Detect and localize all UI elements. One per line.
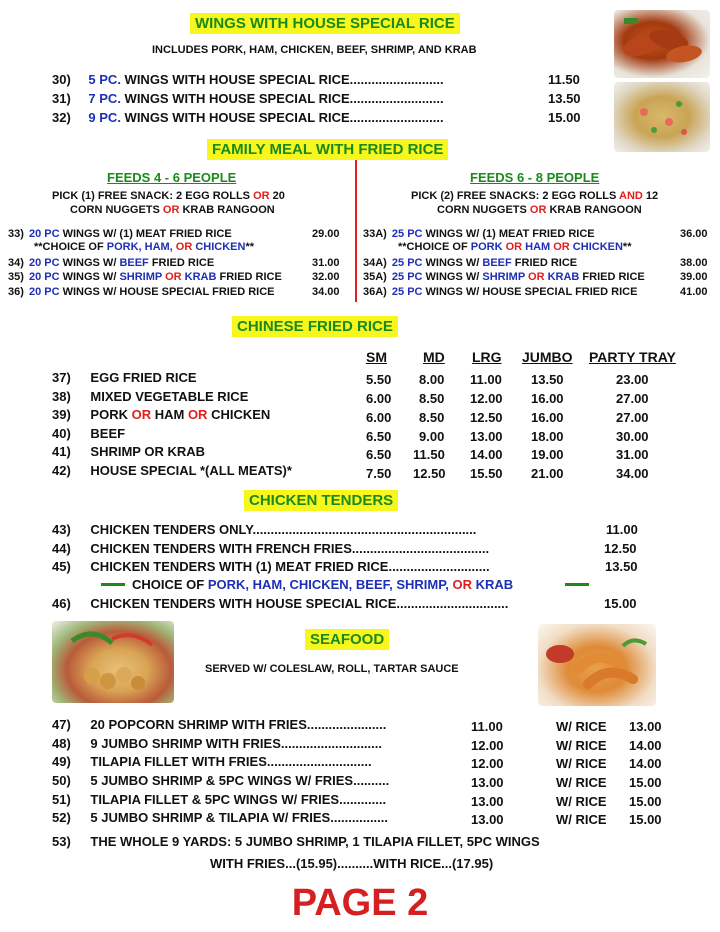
table-row bbox=[52, 407, 270, 423]
or-text: OR bbox=[184, 407, 212, 422]
item-name: HAM bbox=[154, 407, 185, 422]
item-desc-cont: WITH FRIES...(15.95)..........WITH RICE...(17.95) bbox=[210, 856, 494, 871]
item-price: 15.00 bbox=[548, 110, 581, 125]
and-text: AND bbox=[619, 190, 643, 202]
price-sm: 6.00 bbox=[366, 391, 392, 406]
item-qty: 20 PC bbox=[28, 286, 60, 298]
feeds-4-6-title: FEEDS 4 - 6 PEOPLE bbox=[107, 170, 237, 185]
or-text: OR bbox=[452, 577, 472, 592]
item-desc: CHICKEN TENDERS WITH (1) MEAT FRIED RICE............................ bbox=[90, 559, 490, 574]
item-desc: WINGS W/ (1) MEAT FRIED RICE bbox=[422, 228, 595, 240]
item-number: 34) bbox=[8, 257, 24, 269]
seafood-subtitle: SERVED W/ COLESLAW, ROLL, TARTAR SAUCE bbox=[205, 663, 459, 675]
item-desc: CHICKEN TENDERS WITH HOUSE SPECIAL RICE............................... bbox=[90, 596, 509, 611]
list-item bbox=[8, 270, 282, 284]
table-row bbox=[52, 370, 197, 386]
item-desc: FRIED RICE bbox=[148, 257, 215, 269]
tenders-choice-note bbox=[132, 577, 513, 593]
item-desc: WINGS W/ HOUSE SPECIAL FRIED RICE bbox=[422, 286, 638, 298]
rice-label: W/ RICE bbox=[556, 738, 607, 753]
item-price: 32.00 bbox=[312, 271, 340, 283]
rice-price: 15.00 bbox=[629, 775, 662, 790]
item-desc: THE WHOLE 9 YARDS: 5 JUMBO SHRIMP, 1 TILAPIA FILLET, 5PC WINGS bbox=[90, 834, 540, 849]
item-number: 37) bbox=[52, 370, 71, 385]
item-desc: 9 JUMBO SHRIMP WITH FRIES............................ bbox=[90, 736, 382, 751]
rice-price: 13.00 bbox=[629, 719, 662, 734]
list-item bbox=[52, 754, 372, 770]
item-desc: FRIED RICE bbox=[579, 271, 645, 283]
price-jumbo: 13.50 bbox=[531, 372, 564, 387]
list-item bbox=[52, 559, 490, 575]
or-text: OR bbox=[553, 241, 570, 253]
price-party: 23.00 bbox=[616, 372, 649, 387]
item-price: 13.50 bbox=[548, 91, 581, 106]
item-name: HOUSE SPECIAL *(ALL MEATS)* bbox=[90, 463, 292, 478]
jumbo-shrimp-photo bbox=[538, 624, 656, 706]
or-text: OR bbox=[162, 204, 180, 216]
or-text: OR bbox=[253, 190, 270, 202]
item-price: 15.00 bbox=[604, 596, 637, 611]
text: **CHOICE OF bbox=[398, 241, 471, 253]
item-number: 53) bbox=[52, 834, 71, 849]
item-number: 31) bbox=[52, 91, 71, 106]
right-choice-note bbox=[398, 240, 631, 254]
price-party: 30.00 bbox=[616, 429, 649, 444]
meat-text: CHICKEN bbox=[569, 241, 623, 253]
list-item bbox=[363, 270, 645, 284]
left-snack-line2 bbox=[70, 203, 275, 217]
item-qty: 20 PC bbox=[28, 228, 60, 240]
price-jumbo: 21.00 bbox=[531, 466, 564, 481]
or-text: OR bbox=[529, 204, 547, 216]
price-lrg: 13.00 bbox=[470, 429, 503, 444]
list-item bbox=[52, 522, 476, 538]
text: CORN NUGGETS bbox=[437, 204, 530, 216]
item-qty: 25 PC bbox=[391, 228, 423, 240]
list-item bbox=[8, 227, 232, 241]
item-number: 41) bbox=[52, 444, 71, 459]
text: 12 bbox=[642, 190, 659, 202]
price-md: 9.00 bbox=[419, 429, 445, 444]
item-name: PORK bbox=[90, 407, 128, 422]
right-snack-line2 bbox=[437, 203, 642, 217]
price-jumbo: 18.00 bbox=[531, 429, 564, 444]
item-name: BEEF bbox=[90, 426, 126, 441]
text: KRAB RANGOON bbox=[546, 204, 642, 216]
list-item bbox=[52, 110, 444, 126]
item-number: 48) bbox=[52, 736, 71, 751]
price-sm: 5.50 bbox=[366, 372, 392, 387]
price-md: 12.50 bbox=[413, 466, 446, 481]
item-desc: WINGS W/ HOUSE SPECIAL FRIED RICE bbox=[59, 286, 275, 298]
or-text: OR bbox=[524, 271, 548, 283]
item-number: 47) bbox=[52, 717, 71, 732]
price-party: 27.00 bbox=[616, 391, 649, 406]
or-text: OR bbox=[505, 241, 523, 253]
price-jumbo: 16.00 bbox=[531, 410, 564, 425]
text: ** bbox=[622, 241, 632, 253]
item-number: 50) bbox=[52, 773, 71, 788]
tenders-header: CHICKEN TENDERS bbox=[244, 490, 398, 511]
col-header-md: MD bbox=[423, 349, 445, 365]
choice-dash-right bbox=[565, 583, 589, 586]
rice-label: W/ RICE bbox=[556, 812, 607, 827]
text: PICK (2) FREE SNACKS: 2 EGG ROLLS bbox=[411, 190, 620, 202]
price-md: 8.50 bbox=[419, 391, 445, 406]
wings-header: WINGS WITH HOUSE SPECIAL RICE bbox=[190, 13, 460, 34]
chicken-wings-photo bbox=[614, 10, 710, 78]
price-party: 34.00 bbox=[616, 466, 649, 481]
item-qty: 7 PC. bbox=[88, 91, 121, 106]
price-lrg: 14.00 bbox=[470, 447, 503, 462]
item-number: 36) bbox=[8, 286, 24, 298]
rice-price: 15.00 bbox=[629, 812, 662, 827]
price-md: 8.50 bbox=[419, 410, 445, 425]
list-item bbox=[363, 285, 637, 299]
meat-text: CHICKEN bbox=[192, 241, 246, 253]
table-row bbox=[52, 463, 292, 479]
item-number: 46) bbox=[52, 596, 71, 611]
item-number: 45) bbox=[52, 559, 71, 574]
choice-dash-left bbox=[101, 583, 125, 586]
price-lrg: 12.50 bbox=[470, 410, 503, 425]
item-name: CHICKEN bbox=[211, 407, 271, 422]
price-party: 27.00 bbox=[616, 410, 649, 425]
column-divider bbox=[355, 160, 357, 302]
price-lrg: 11.00 bbox=[470, 372, 502, 387]
right-snack-line1 bbox=[411, 189, 658, 203]
item-desc: CHICKEN TENDERS ONLY.............................................................. bbox=[90, 522, 477, 537]
item-number: 35) bbox=[8, 271, 24, 283]
item-price: 39.00 bbox=[680, 271, 708, 283]
price-jumbo: 16.00 bbox=[531, 391, 564, 406]
family-header: FAMILY MEAL WITH FRIED RICE bbox=[207, 139, 448, 160]
item-price: 36.00 bbox=[680, 228, 708, 240]
item-desc: 5 JUMBO SHRIMP & 5PC WINGS W/ FRIES.......... bbox=[90, 773, 390, 788]
item-desc: WINGS WITH HOUSE SPECIAL RICE.......................... bbox=[120, 110, 444, 125]
meat-text: SHRIMP bbox=[482, 271, 525, 283]
item-qty: 25 PC bbox=[391, 271, 423, 283]
table-row bbox=[52, 444, 205, 460]
item-desc: WINGS W/ bbox=[59, 271, 120, 283]
item-price: 11.00 bbox=[471, 719, 503, 734]
item-price: 41.00 bbox=[680, 286, 708, 298]
item-desc: WINGS W/ (1) MEAT FRIED RICE bbox=[59, 228, 232, 240]
chicken-wings-illustration bbox=[614, 10, 710, 78]
meat-text: PORK, HAM, CHICKEN, BEEF, SHRIMP, bbox=[207, 577, 453, 592]
rice-label: W/ RICE bbox=[556, 775, 607, 790]
text: CORN NUGGETS bbox=[70, 204, 163, 216]
item-desc: WINGS WITH HOUSE SPECIAL RICE.......................... bbox=[120, 72, 444, 87]
rice-price: 14.00 bbox=[629, 738, 662, 753]
item-number: 32) bbox=[52, 110, 71, 125]
table-row bbox=[52, 389, 248, 405]
fried-rice-photo bbox=[614, 82, 710, 152]
price-lrg: 12.00 bbox=[470, 391, 503, 406]
item-number: 33) bbox=[8, 228, 24, 240]
item-number: 36A) bbox=[363, 286, 387, 298]
item-price: 11.50 bbox=[548, 72, 580, 87]
price-md: 8.00 bbox=[419, 372, 445, 387]
col-header-party-tray: PARTY TRAY bbox=[589, 349, 676, 365]
item-price: 13.50 bbox=[605, 559, 638, 574]
list-item bbox=[52, 541, 489, 557]
item-number: 44) bbox=[52, 541, 71, 556]
list-item bbox=[52, 72, 444, 88]
meat-text: BEEF bbox=[119, 257, 149, 269]
left-snack-line1 bbox=[52, 189, 285, 203]
item-number: 38) bbox=[52, 389, 71, 404]
item-desc: FRIED RICE bbox=[216, 271, 282, 283]
item-name: SHRIMP OR KRAB bbox=[90, 444, 206, 459]
list-item bbox=[363, 227, 595, 241]
list-item bbox=[52, 596, 508, 612]
item-price: 12.50 bbox=[604, 541, 637, 556]
price-md: 11.50 bbox=[413, 447, 445, 462]
item-name: EGG FRIED RICE bbox=[90, 370, 197, 385]
meat-text: BEEF bbox=[482, 257, 512, 269]
list-item bbox=[52, 810, 388, 826]
text: 20 bbox=[269, 190, 285, 202]
item-number: 30) bbox=[52, 72, 71, 87]
rice-label: W/ RICE bbox=[556, 719, 607, 734]
list-item bbox=[52, 773, 389, 789]
item-number: 49) bbox=[52, 754, 71, 769]
item-number: 35A) bbox=[363, 271, 387, 283]
left-choice-note bbox=[34, 240, 254, 254]
meat-text: KRAB bbox=[184, 271, 217, 283]
price-lrg: 15.50 bbox=[470, 466, 503, 481]
item-qty: 25 PC bbox=[391, 257, 423, 269]
feeds-6-8-title: FEEDS 6 - 8 PEOPLE bbox=[470, 170, 600, 185]
item-qty: 20 PC bbox=[28, 271, 60, 283]
rice-price: 15.00 bbox=[629, 794, 662, 809]
item-number: 39) bbox=[52, 407, 71, 422]
popcorn-shrimp-photo bbox=[52, 621, 174, 703]
price-sm: 6.00 bbox=[366, 410, 392, 425]
item-price: 38.00 bbox=[680, 257, 708, 269]
list-item bbox=[8, 285, 274, 299]
item-price: 11.00 bbox=[606, 522, 638, 537]
price-sm: 6.50 bbox=[366, 447, 392, 462]
item-desc: FRIED RICE bbox=[511, 257, 578, 269]
item-price: 34.00 bbox=[312, 286, 340, 298]
jumbo-shrimp-illustration bbox=[538, 624, 656, 706]
text: **CHOICE OF bbox=[34, 241, 107, 253]
item-number: 40) bbox=[52, 426, 71, 441]
rice-label: W/ RICE bbox=[556, 756, 607, 771]
meat-text: PORK bbox=[470, 241, 506, 253]
or-text: OR bbox=[127, 407, 155, 422]
seafood-header: SEAFOOD bbox=[305, 629, 389, 650]
price-party: 31.00 bbox=[616, 447, 649, 462]
list-item bbox=[52, 717, 386, 733]
rice-price: 14.00 bbox=[629, 756, 662, 771]
item-desc: 20 POPCORN SHRIMP WITH FRIES...................... bbox=[90, 717, 387, 732]
list-item bbox=[363, 256, 577, 270]
item-desc: 5 JUMBO SHRIMP & TILAPIA W/ FRIES................ bbox=[90, 810, 389, 825]
meat-text: PORK, HAM, bbox=[106, 241, 176, 253]
col-header-sm: SM bbox=[366, 349, 387, 365]
price-jumbo: 19.00 bbox=[531, 447, 564, 462]
text: ** bbox=[245, 241, 255, 253]
item-desc: WINGS WITH HOUSE SPECIAL RICE.......................... bbox=[120, 91, 444, 106]
item-price: 13.00 bbox=[471, 794, 504, 809]
item-desc: WINGS W/ bbox=[422, 271, 483, 283]
item-price: 12.00 bbox=[471, 738, 504, 753]
meat-text: KRAB bbox=[471, 577, 514, 592]
item-qty: 25 PC bbox=[391, 286, 423, 298]
list-item bbox=[52, 792, 386, 808]
list-item bbox=[52, 91, 444, 107]
item-price: 29.00 bbox=[312, 228, 340, 240]
item-price: 13.00 bbox=[471, 775, 504, 790]
item-desc: CHICKEN TENDERS WITH FRENCH FRIES...................................... bbox=[90, 541, 490, 556]
meat-text: KRAB bbox=[547, 271, 580, 283]
item-number: 43) bbox=[52, 522, 71, 537]
item-number: 33A) bbox=[363, 228, 387, 240]
item-number: 52) bbox=[52, 810, 71, 825]
text: CHOICE OF bbox=[132, 577, 208, 592]
price-sm: 6.50 bbox=[366, 429, 392, 444]
item-number: 51) bbox=[52, 792, 71, 807]
item-number: 42) bbox=[52, 463, 71, 478]
fried-rice-illustration bbox=[614, 82, 710, 152]
fried-rice-header: CHINESE FRIED RICE bbox=[232, 316, 398, 337]
meat-text: HAM bbox=[522, 241, 554, 253]
rice-label: W/ RICE bbox=[556, 794, 607, 809]
item-desc: WINGS W/ bbox=[422, 257, 483, 269]
text: KRAB RANGOON bbox=[179, 204, 275, 216]
price-sm: 7.50 bbox=[366, 466, 392, 481]
item-name: MIXED VEGETABLE RICE bbox=[90, 389, 249, 404]
item-qty: 5 PC. bbox=[88, 72, 121, 87]
page-label: PAGE 2 bbox=[291, 882, 429, 924]
list-item bbox=[52, 736, 382, 752]
meat-text: SHRIMP bbox=[119, 271, 163, 283]
item-price: 13.00 bbox=[471, 812, 504, 827]
item-price: 31.00 bbox=[312, 257, 340, 269]
item-desc: TILAPIA FILLET WITH FRIES............................. bbox=[90, 754, 372, 769]
popcorn-shrimp-illustration bbox=[52, 621, 174, 703]
item-qty: 20 PC bbox=[28, 257, 60, 269]
or-text: OR bbox=[175, 241, 193, 253]
or-text: OR bbox=[162, 271, 185, 283]
col-header-jumbo: JUMBO bbox=[522, 349, 573, 365]
item-price: 12.00 bbox=[471, 756, 504, 771]
list-item bbox=[52, 834, 540, 850]
item-number: 34A) bbox=[363, 257, 387, 269]
text: PICK (1) FREE SNACK: 2 EGG ROLLS bbox=[52, 190, 254, 202]
item-desc: WINGS W/ bbox=[59, 257, 120, 269]
table-row bbox=[52, 426, 125, 442]
item-desc: TILAPIA FILLET & 5PC WINGS W/ FRIES............. bbox=[90, 792, 387, 807]
list-item bbox=[8, 256, 214, 270]
item-qty: 9 PC. bbox=[88, 110, 121, 125]
col-header-lrg: LRG bbox=[472, 349, 502, 365]
wings-subtitle: INCLUDES PORK, HAM, CHICKEN, BEEF, SHRIMP, AND KRAB bbox=[152, 44, 477, 56]
